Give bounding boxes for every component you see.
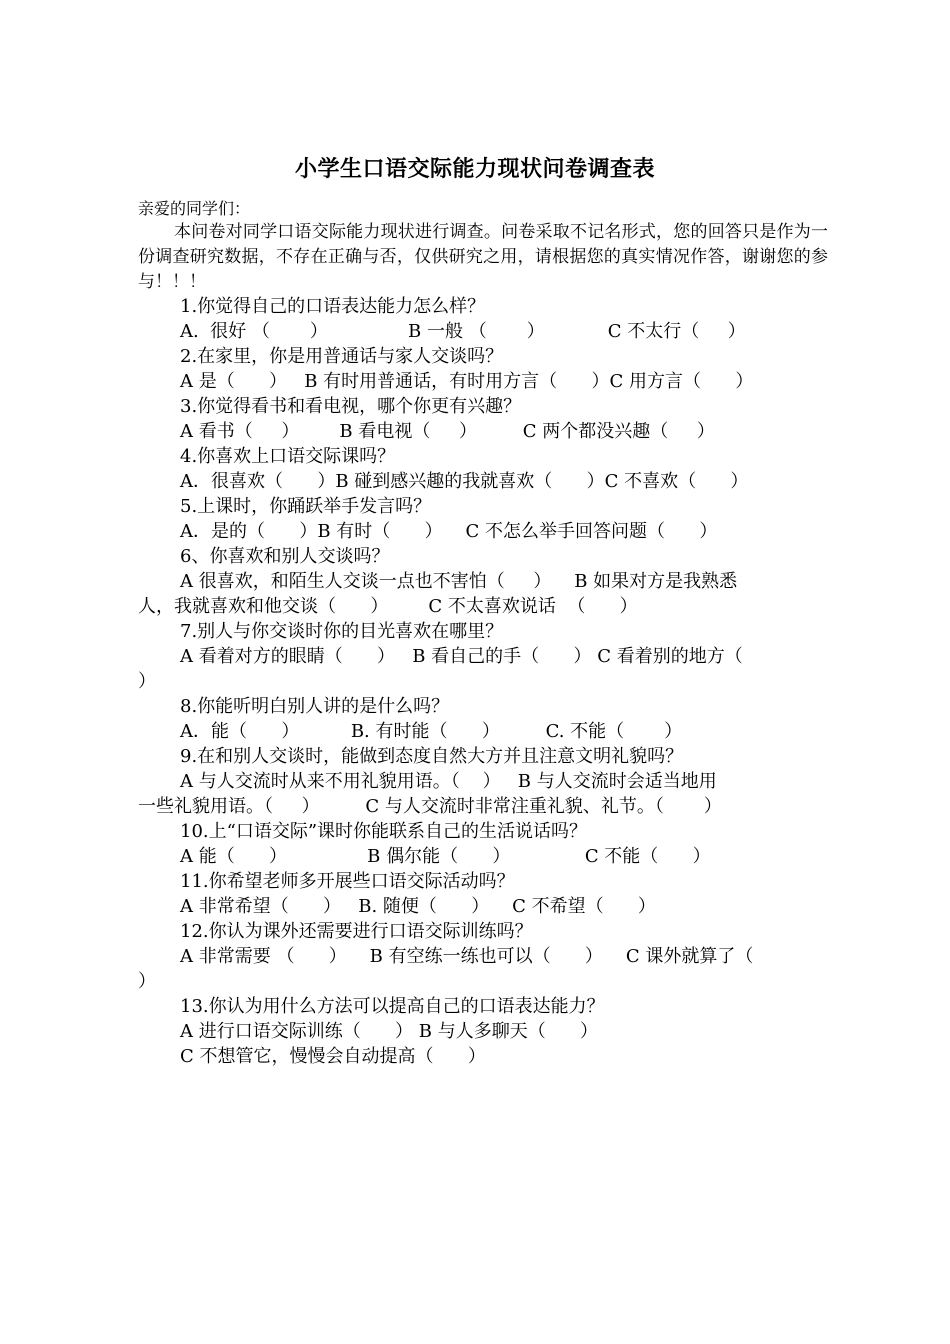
question-7-options: A 看着对方的眼睛（ ） B 看自己的手（ ） C 看着别的地方（ — [180, 646, 743, 667]
question-9: 9.在和别人交谈时，能做到态度自然大方并且注意文明礼貌吗？ — [180, 746, 684, 767]
question-4-options: A．很喜欢（ ）B 碰到感兴趣的我就喜欢（ ）C 不喜欢（ ） — [180, 471, 749, 492]
question-1-options: A. 很好 （ ） B 一般 （ ） C 不太行（ ） — [180, 321, 746, 342]
question-8-options: A．能（ ） B. 有时能（ ） C. 不能（ ） — [180, 721, 683, 742]
question-3: 3.你觉得看书和看电视，哪个你更有兴趣？ — [180, 396, 522, 417]
question-3-options: A 看书（ ） B 看电视（ ） C 两个都没兴趣（ ） — [180, 421, 715, 442]
document-title: 小学生口语交际能力现状问卷调查表 — [294, 157, 655, 182]
question-13-options: A 进行口语交际训练（ ） B 与人多聊天（ ） — [180, 1021, 599, 1042]
intro-paragraph: 本问卷对同学口语交际能力现状进行调查。问卷采取不记名形式，您的回答只是作为一份调查研究数据，不存在正确与否，仅供研究之用，请根据您的真实情况作答，谢谢您的参与！！！ — [138, 222, 828, 292]
question-8: 8.你能听明白别人讲的是什么吗？ — [180, 696, 450, 717]
question-12-options-cont: ） — [138, 971, 156, 992]
question-12-options: A 非常需要 （ ） B 有空练一练也可以（ ） C 课外就算了（ — [180, 946, 754, 967]
question-1: 1.你觉得自己的口语表达能力怎么样？ — [180, 296, 486, 317]
question-11-options: A 非常希望（ ） B. 随便（ ） C 不希望（ ） — [180, 896, 656, 917]
question-6: 6、你喜欢和别人交谈吗？ — [180, 546, 390, 567]
question-5-options: A．是的（ ）B 有时（ ） C 不怎么举手回答问题（ ） — [180, 521, 718, 542]
question-5: 5.上课时，你踊跃举手发言吗？ — [180, 496, 432, 517]
question-10: 10.上“口语交际”课时你能联系自己的生活说话吗？ — [180, 821, 588, 842]
question-6-options: A 很喜欢，和陌生人交谈一点也不害怕（ ） B 如果对方是我熟悉 — [180, 571, 738, 592]
question-13-options-cont: C 不想管它，慢慢会自动提高（ ） — [180, 1046, 486, 1067]
question-12: 12.你认为课外还需要进行口语交际训练吗？ — [180, 921, 533, 942]
question-6-options-cont: 人，我就喜欢和他交谈（ ） C 不太喜欢说话 （ ） — [138, 596, 638, 617]
question-11: 11.你希望老师多开展些口语交际活动吗？ — [180, 871, 515, 892]
question-7: 7.别人与你交谈时你的目光喜欢在哪里？ — [180, 621, 504, 642]
question-2-options: A 是（ ） B 有时用普通话，有时用方言（ ）C 用方言（ ） — [180, 371, 754, 392]
question-7-options-cont: ） — [138, 671, 156, 692]
question-10-options: A 能（ ） B 偶尔能（ ） C 不能（ ） — [180, 846, 711, 867]
question-13: 13.你认为用什么方法可以提高自己的口语表达能力？ — [180, 996, 605, 1017]
question-9-options: A 与人交流时从来不用礼貌用语。（ ） B 与人交流时会适当地用 — [180, 771, 717, 792]
greeting: 亲爱的同学们： — [138, 199, 251, 218]
question-9-options-cont: 一些礼貌用语。（ ） C 与人交流时非常注重礼貌、礼节。（ ） — [138, 796, 722, 817]
question-2: 2.在家里，你是用普通话与家人交谈吗？ — [180, 346, 504, 367]
question-4: 4.你喜欢上口语交际课吗？ — [180, 446, 396, 467]
